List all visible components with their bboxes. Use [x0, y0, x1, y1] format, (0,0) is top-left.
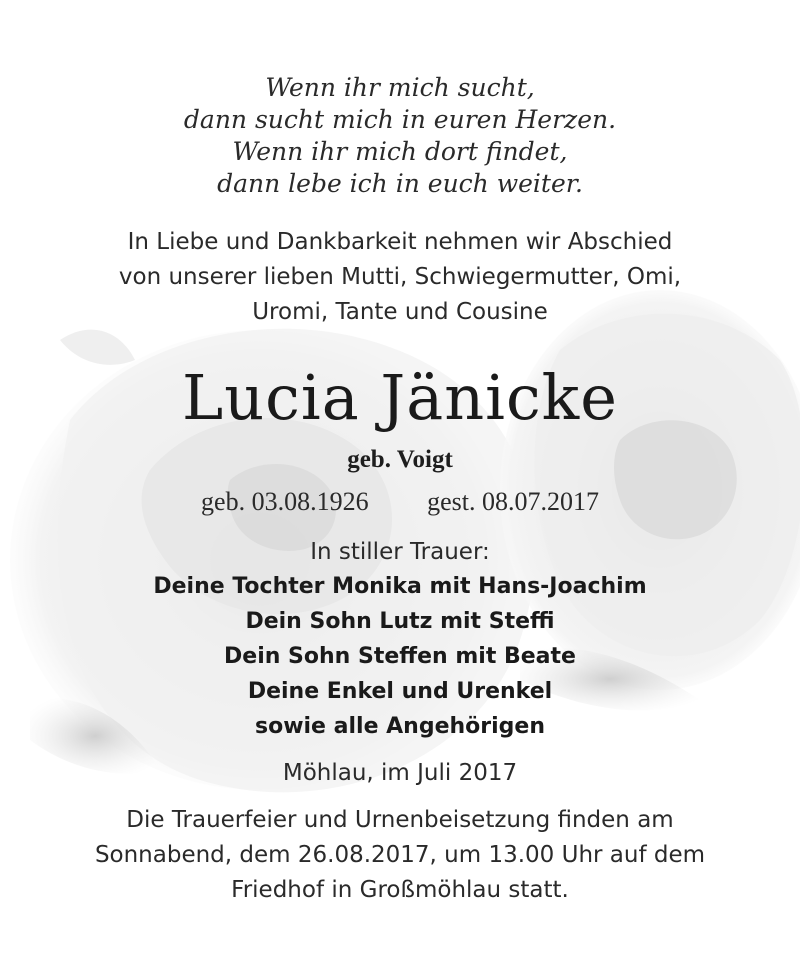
- memorial-poem: [0, 72, 800, 200]
- mourner-line: Deine Enkel und Urenkel: [247, 679, 553, 704]
- place-and-date: Möhlau, im Juli 2017: [282, 760, 518, 786]
- life-dates: [0, 483, 800, 521]
- mourners-list: [0, 569, 800, 744]
- notice-line: Friedhof in Großmöhlau statt.: [231, 877, 569, 903]
- notice-line: Die Trauerfeier und Urnenbeisetzung finden am: [126, 807, 674, 833]
- mourners-label: In stiller Trauer:: [310, 539, 490, 565]
- death-date: gest. 08.07.2017: [427, 487, 599, 516]
- mourner-line: Dein Sohn Steffen mit Beate: [224, 644, 576, 669]
- birth-date: geb. 03.08.1926: [201, 487, 369, 516]
- poem-line: Wenn ihr mich dort findet,: [232, 137, 568, 166]
- poem-line: dann lebe ich in euch weiter.: [217, 169, 583, 198]
- funeral-notice: [0, 803, 800, 908]
- notice-line: Sonnabend, dem 26.08.2017, um 13.00 Uhr auf dem: [94, 842, 706, 868]
- mourner-line: Dein Sohn Lutz mit Steffi: [245, 609, 555, 634]
- intro-line: In Liebe und Dankbarkeit nehmen wir Abschied: [127, 229, 673, 255]
- mourner-line: Deine Tochter Monika mit Hans-Joachim: [153, 574, 647, 599]
- farewell-intro: [0, 225, 800, 330]
- poem-line: dann sucht mich in euren Herzen.: [183, 105, 617, 134]
- poem-line: Wenn ihr mich sucht,: [265, 73, 535, 102]
- mourner-line: sowie alle Angehörigen: [254, 714, 546, 739]
- maiden-name: geb. Voigt: [347, 446, 453, 473]
- intro-line: Uromi, Tante und Cousine: [252, 299, 548, 325]
- intro-line: von unserer lieben Mutti, Schwiegermutter, Omi,: [118, 264, 682, 290]
- deceased-name: Lucia Jänicke: [182, 361, 618, 434]
